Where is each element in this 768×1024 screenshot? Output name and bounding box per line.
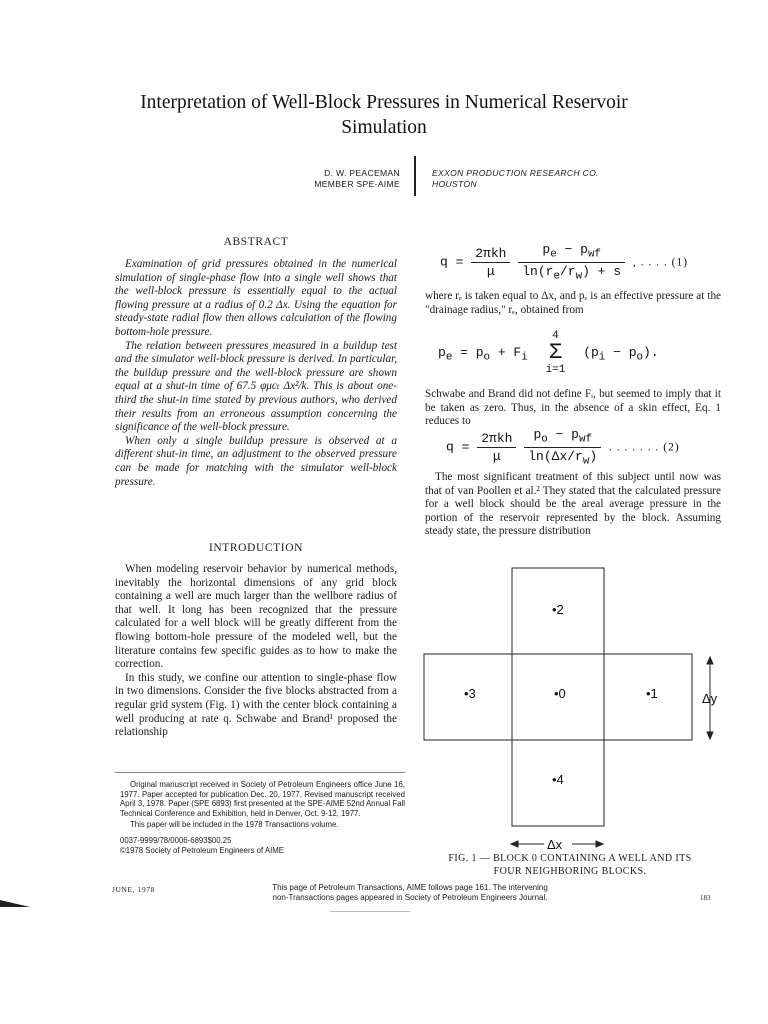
label-block-2: •2	[552, 602, 564, 617]
eq2-frac-a: $\frac{\text{2πkh}}{\mu}$	[477, 431, 516, 464]
intro-paragraph: When modeling reservoir behavior by numerical methods, inevitably the horizontal dimensions of any grid block containing a well are much larger than the wellbore radius of that well. It long has been recognized that the pressure calculated for a well block will be greatly different from the flowing bottom-hole pressure of the modeled well, but the literature contains few specific guides as to how to make the correction.	[115, 563, 397, 671]
page-number: 183	[700, 894, 711, 902]
dx-label: Δx	[547, 837, 563, 850]
paper-title: Interpretation of Well-Block Pressures in Numerical Reservoir Simulation	[140, 92, 628, 138]
author-divider	[414, 156, 416, 196]
abstract-paragraph: Examination of grid pressures obtained in the numerical simulation of single-phase flow into a single well shows that the well-block pressure is essentially equal to the actual flowing pressure at a radius of 0.2 Δx. Using the equation for steady-state radial flow then allows calculation of the flowing bottom-hole pressure.	[115, 258, 397, 338]
abstract-heading: ABSTRACT	[223, 236, 289, 248]
dy-label: Δy	[702, 691, 718, 706]
issue-date: JUNE, 1978	[112, 885, 156, 894]
caption-line: FOUR NEIGHBORING BLOCKS.	[493, 865, 647, 877]
scan-mark	[0, 898, 30, 910]
footnote-rule	[115, 772, 405, 773]
page-footer-note	[230, 883, 590, 903]
transactions-note: This paper will be included in the 1978 Transactions volume.	[130, 820, 339, 830]
scan-smudge	[330, 911, 410, 912]
affiliation-block	[432, 168, 692, 190]
equation-1: q = $\frac{\text{2πkh}}{\mu}$ $\frac{p_e - p_{wf}}{\ln(r_e/r_w) + s}$ , . . . . (1)	[440, 242, 689, 283]
affiliation-org: EXXON PRODUCTION RESEARCH CO.	[432, 168, 599, 178]
manuscript-note: Original manuscript received in Society of Petroleum Engineers office June 16, 1977. Paper accepted for publication Dec. 20, 1977. Revised manuscript received April 3, 1978. Paper (SPE 6893) first presented at the SPE-AIME 52nd Annual Fall Technical Conference and Exhibition, held in Denver, Oct. 9-12, 1977.	[120, 780, 405, 818]
abstract-paragraph: When only a single buildup pressure is observed at a different shut-in time, an adjustment to the observed pressure can be made for matching with the simulator well-block pressure.	[115, 434, 397, 488]
abstract-body	[115, 258, 397, 489]
footer-line: This page of Petroleum Transactions, AIME follows page 161. The intervening	[272, 883, 548, 892]
affiliation-city: HOUSTON	[432, 179, 477, 189]
label-block-1: •1	[646, 686, 658, 701]
eq2-frac-b: $\frac{p_o - p_{wf}}{\ln(\Delta x/r_w)}$	[524, 427, 601, 467]
equation-pe: $p_e = p_o + F_i$ 4 Σ i=1 $(p_i - p_o)$.	[438, 330, 659, 376]
eq2-number: (2)	[663, 441, 680, 454]
footnote	[120, 780, 405, 855]
author-membership: MEMBER SPE-AIME	[314, 179, 400, 189]
paper-code: 0037-9999/78/0006-6893$00.25	[120, 835, 232, 845]
author-name: D. W. PEACEMAN	[324, 168, 400, 178]
paragraph: The most significant treatment of this subject until now was that of van Poollen et al.² They stated that the calculated pressure for a well block should be the areal average pressure in the portion of the reservoir represented by the block. Assuming steady state, the pressure distribution	[425, 471, 721, 538]
equation-2: q = $\frac{\text{2πkh}}{\mu}$ $\frac{p_o - p_{wf}}{\ln(\Delta x/r_w)}$ . . . . . . . (2)	[446, 427, 680, 468]
figure-1-grid	[420, 560, 730, 850]
label-block-4: •4	[552, 772, 564, 787]
eq1-number: (1)	[671, 256, 689, 269]
right-text-1	[425, 290, 721, 317]
footer-line: non-Transactions pages appeared in Society of Petroleum Engineers Journal.	[272, 893, 548, 902]
abstract-paragraph: The relation between pressures measured in a buildup test and the simulator well-block pressure is derived. In particular, the buildup pressure and the well-block pressure are shown equal at a shut-in time of 67.5 φμcₜ Δx²/k. This is about one-third the shut-in time stated by previous authors, who derived their results from an erroneous assumption concerning the significance of the well-block pressure.	[115, 339, 397, 434]
figure-1-caption	[420, 853, 720, 878]
right-text-3	[425, 471, 721, 539]
introduction-heading: INTRODUCTION	[208, 542, 304, 554]
intro-paragraph: In this study, we confine our attention to single-phase flow in two dimensions. Consider the five blocks abstracted from a regular grid system (Fig. 1) with the center block containing a well producing at rate q. Schwabe and Brand¹ proposed the relationship	[115, 671, 397, 739]
copyright: ©1978 Society of Petroleum Engineers of AIME	[120, 845, 284, 855]
label-block-0: •0	[554, 686, 566, 701]
caption-line: FIG. 1 — BLOCK 0 CONTAINING A WELL AND ITS	[448, 853, 692, 864]
eq1-frac-b: $\frac{p_e - p_{wf}}{\ln(r_e/r_w) + s}$	[518, 242, 625, 282]
eq1-frac-a: $\frac{\text{2πkh}}{\mu}$	[471, 246, 510, 279]
author-block	[250, 168, 400, 190]
paragraph: where rₑ is taken equal to Δx, and pₑ is an effective pressure at the "drainage radius," rₑ, obtained from	[425, 290, 721, 316]
introduction-body	[115, 563, 397, 740]
right-text-2	[425, 388, 721, 429]
paragraph: Schwabe and Brand did not define Fᵢ, but seemed to imply that it be taken as zero. Thus, in the absence of a skin effect, Eq. 1 reduces to	[425, 388, 721, 428]
label-block-3: •3	[464, 686, 476, 701]
